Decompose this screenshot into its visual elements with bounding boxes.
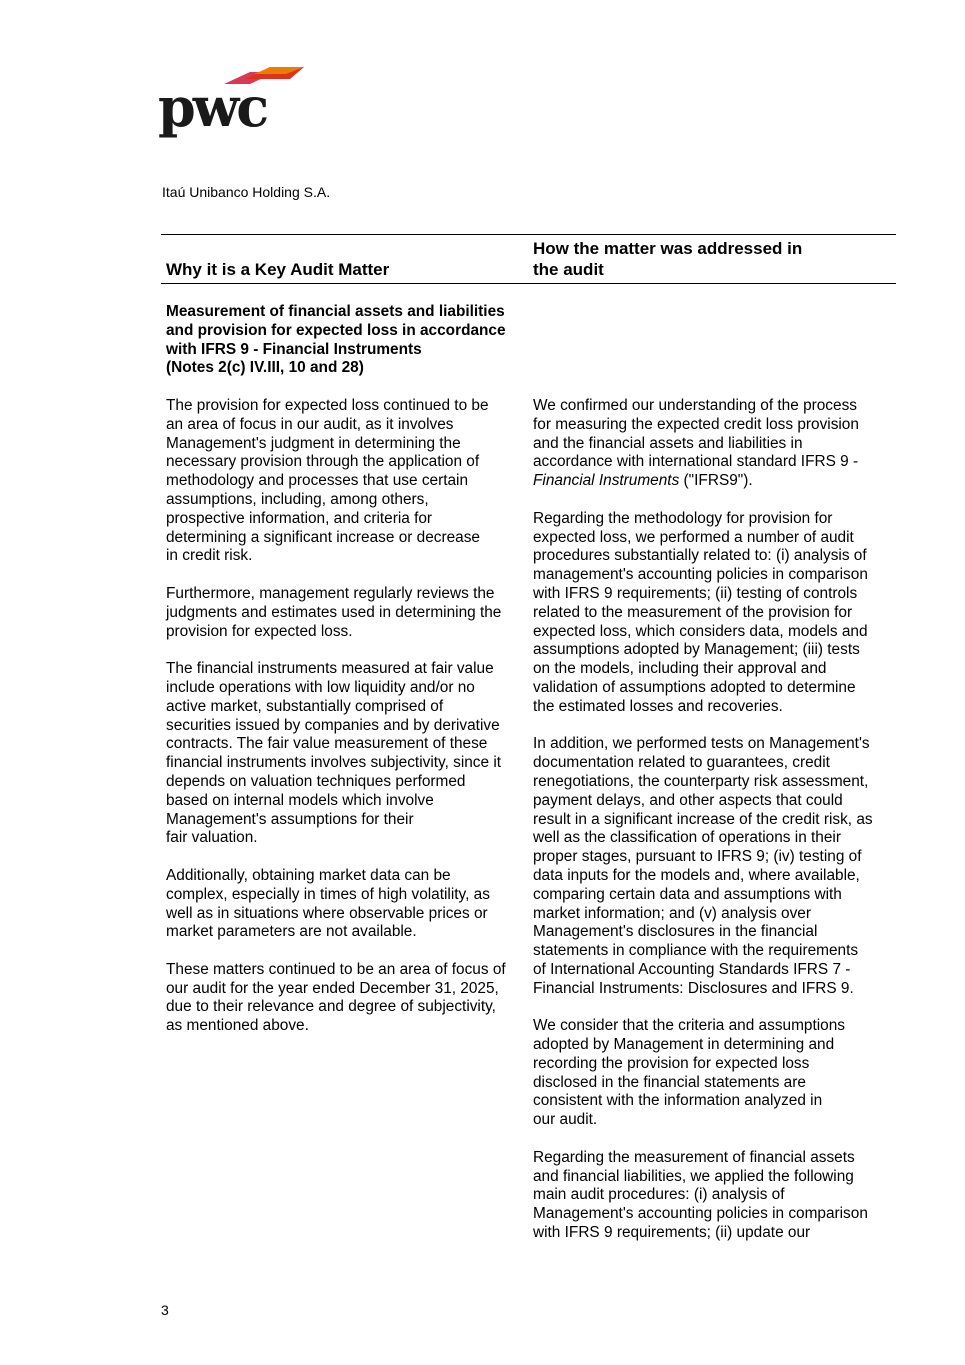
page-number: 3 (161, 1302, 169, 1318)
column-header-why: Why it is a Key Audit Matter (166, 260, 390, 279)
table-top-rule (161, 234, 896, 235)
how-paragraph (533, 397, 905, 491)
column-header-how: How the matter was addressed in the audit (533, 239, 803, 279)
why-paragraph: These matters continued to be an area of focus of our audit for the year ended December 31, 2025, due to their relevance and degree of subjectivity, as mentioned above. (166, 960, 506, 1035)
how-paragraph: Regarding the methodology for provision for expected loss, we performed a number of audit procedures substantially related to: (i) analysis of management's accounting policies in comparison with IFRS 9 requirements; (ii) testing of controls related to the measurement of the provision for expected loss, which considers data, models and assumptions adopted by Management; (iii) tests on the models, including their approval and validation of assumptions adopted to determine the estimated losses and recoveries. (533, 509, 868, 715)
how-paragraph: Regarding the measurement of financial assets and financial liabilities, we applied the following main audit procedures: (i) analysis of Management's accounting policies in comparison with IFRS 9 requirements; (ii) update our (533, 1148, 868, 1242)
why-paragraph: Additionally, obtaining market data can be complex, especially in times of high volatility, as well as in situations where observable prices or market parameters are not available. (166, 866, 490, 941)
how-paragraph-text: ("IFRS9"). (679, 472, 753, 490)
how-paragraph-text: We confirmed our understanding of the process for measuring the expected credit loss provision and the financial assets and liabilities in accordance with international standard IFRS 9 - (533, 397, 859, 471)
standard-name: Financial Instruments (533, 472, 680, 490)
matter-title: Measurement of financial assets and liabilities and provision for expected loss in accordance with IFRS 9 - Financial Instruments (Notes 2(c) IV.III, 10 and 28) (166, 303, 506, 377)
audit-response-column (533, 397, 905, 1262)
svg-text:pwc: pwc (158, 75, 267, 139)
how-paragraph: In addition, we performed tests on Management's documentation related to guarantees, credit renegotiations, the counterparty risk assessment, payment delays, and other aspects that could result in a significant increase of the credit risk, as well as the classification of operations in their proper stages, pursuant to IFRS 9; (iv) testing of data inputs for the models and, where available, comparing certain data and assumptions with market information; and (v) analysis over Management's disclosures in the financial statements in compliance with the requirements of International Accounting Standards IFRS 7 - Financial Instruments: Disclosures and IFRS 9. (533, 735, 873, 997)
why-paragraph: The financial instruments measured at fair value include operations with low liquidity and/or no active market, substantially comprised of securities issued by companies and by derivative contracts. The fair value measurement of these financial instruments involves subjectivity, since it depends on valuation techniques performed based on internal models which involve Management's assumptions for their fair valuation. (166, 660, 502, 847)
why-paragraph: Furthermore, management regularly reviews the judgments and estimates used in determining the provision for expected loss. (166, 584, 502, 640)
why-paragraph: The provision for expected loss continued to be an area of focus in our audit, as it involves Management's judgment in determining the necessary provision through the application of methodology and processes that use certain assumptions, including, among others, prospective information, and criteria for determining a significant increase or decrease in credit risk. (166, 396, 489, 565)
key-audit-matter-column (166, 303, 536, 1055)
table-header-rule (161, 283, 896, 284)
how-paragraph: We consider that the criteria and assumptions adopted by Management in determining and recording the provision for expected loss disclosed in the financial statements are consistent with the information analyzed in our audit. (533, 1017, 845, 1129)
company-name: Itaú Unibanco Holding S.A. (162, 184, 331, 200)
pwc-logo (158, 66, 308, 140)
